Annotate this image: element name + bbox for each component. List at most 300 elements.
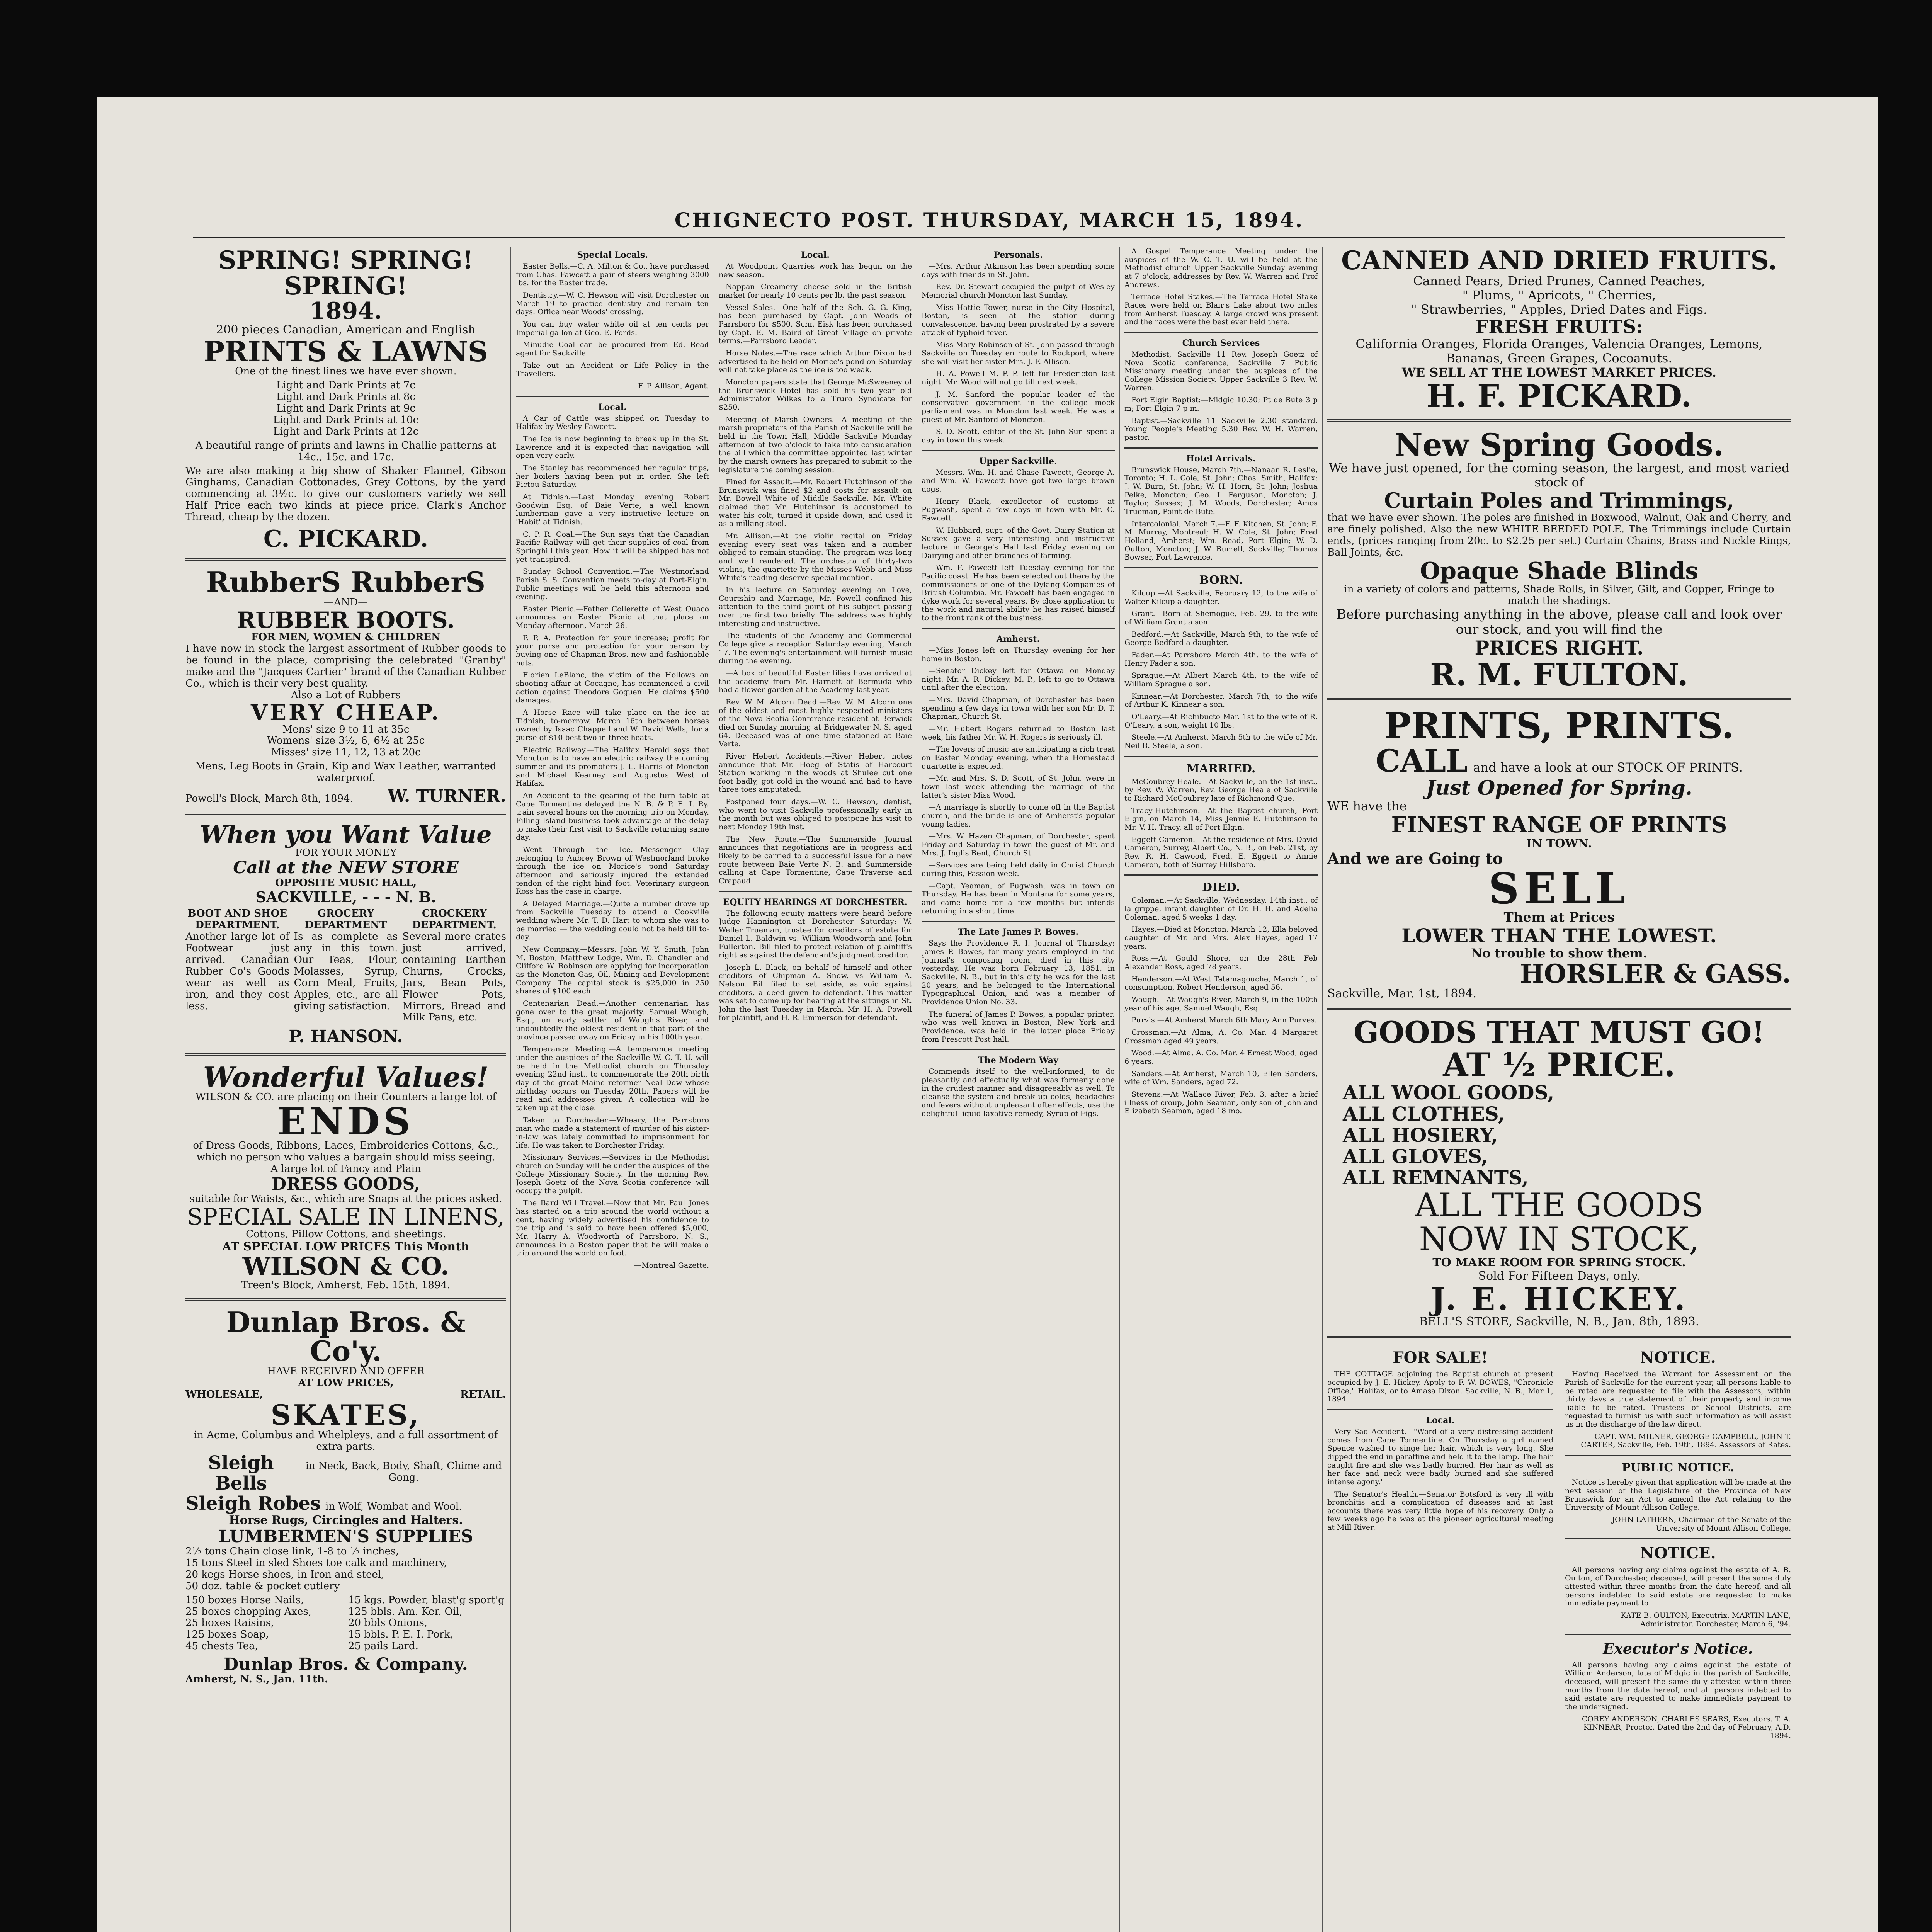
ad-spring-prints: [185, 247, 506, 551]
price-item: Mens' size 9 to 11 at 35c: [282, 723, 410, 735]
article: River Hebert Accidents.—River Hebert notes announce that Mr. Hoeg of Statis of Harcourt Station working in the woods at Shulee cut one foot badly, got cold in the wound and had to have three toes amputated.: [719, 752, 912, 794]
article: In his lecture on Saturday evening on Love, Courtship and Marriage, Mr. Powell confined his attention to the third point of his subject passing over the first two briefly. The address was highly interesting and instructive.: [719, 586, 912, 628]
divider: [922, 628, 1115, 629]
ad-line: ALL REMNANTS,: [1343, 1166, 1529, 1189]
article: THE COTTAGE adjoining the Baptist church at present occupied by J. E. Hickey. Apply to F. W. BOWES, "Chronicle Office," Halifax, or to Amasa Dixon. Sackville, N. B., Mar 1, 1894.: [1327, 1370, 1553, 1404]
ad-headline: CALL: [1376, 742, 1468, 779]
department-body: Several more crates just arrived, containing Earthen Churns, Crocks, Jars, Bean Pots, Flower Pots, Mirrors, Bread and Milk Pans, etc.: [402, 931, 506, 1024]
article: Kilcup.—At Sackville, February 12, to the wife of Walter Kilcup a daughter.: [1124, 589, 1318, 606]
section-heading: Amherst.: [996, 634, 1040, 644]
divider: [185, 558, 506, 561]
article: Take out an Accident or Life Policy in the Travellers.: [516, 361, 709, 378]
ad-headline: RUBBER BOOTS.: [237, 607, 455, 633]
supply-item: 125 bbls. Am. Ker. Oil,: [348, 1605, 463, 1617]
article: —The lovers of music are anticipating a rich treat on Easter Monday evening, when the Homestead quartette is expected.: [922, 745, 1115, 770]
article: —Mr. and Mrs. S. D. Scott, of St. John, were in town last week attending the marriage of the latter's sister Miss Wood.: [922, 774, 1115, 799]
article: —Mrs. David Chapman, of Dorchester has been spending a few days in town with her son Mr. D. T. Chapman, Church St.: [922, 696, 1115, 721]
article: The Bard Will Travel.—Now that Mr. Paul Jones has started on a trip around the world without a cent, having widely advertised his confidence to the trip and is said to have been offered $5,000, Mr. Harry A. Woodworth of Parrsboro, N. S., announces in a Boston paper that he will make a trip around the world on foot.: [516, 1199, 709, 1258]
article: Easter Bells.—C. A. Milton & Co., have purchased from Chas. Fawcett a pair of steers weighing 3000 lbs. for the Easter trade.: [516, 262, 709, 287]
article: —Wm. F. Fawcett left Tuesday evening for the Pacific coast. He has been selected out there by the commissioners of one of the Dyking Companies of British Columbia. Mr. Fawcett has been engaged in dyke work for several years. By close application to the work and natural ability he has raised himself to the front rank of the business.: [922, 563, 1115, 622]
ad-body: of Dress Goods, Ribbons, Laces, Embroideries Cottons, &c., which no person who values a bargain should miss seeing.: [193, 1140, 499, 1163]
article: Sprague.—At Albert March 4th, to the wife of William Sprague a son.: [1124, 671, 1318, 688]
ad-headline: LUMBERMEN'S SUPPLIES: [218, 1526, 473, 1546]
ad-signature: C. PICKARD.: [263, 526, 429, 553]
article: Dentistry.—W. C. Hewson will visit Dorchester on March 19 to practice dentistry and remain ten days. Office near Woods' crossing.: [516, 291, 709, 316]
ad-line: Cottons, Pillow Cottons, and sheetings.: [246, 1228, 446, 1240]
ad-line: WE SELL AT THE LOWEST MARKET PRICES.: [1401, 365, 1717, 380]
supply-item: 25 boxes chopping Axes,: [185, 1605, 311, 1617]
article: Methodist, Sackville 11 Rev. Joseph Goetz of Nova Scotia conference, Sackville 7 Public Missionary meeting under the auspices of the College Mission Society. Upper Sackville 3 Rev. W. Warren.: [1124, 350, 1318, 392]
supply-columns: [185, 1595, 506, 1652]
ad-body: in a variety of colors and patterns, Shade Rolls, in Silver, Gilt, and Copper, Fringe to match the shadings.: [1344, 583, 1774, 607]
column-rule: [1322, 247, 1323, 1932]
divider: [1565, 1538, 1791, 1539]
section-heading: MARRIED.: [1186, 762, 1256, 776]
ad-line: FOR YOUR MONEY: [295, 847, 397, 859]
wholesale-label: WHOLESALE,: [185, 1388, 263, 1400]
supply-item: 25 pails Lard.: [348, 1640, 418, 1652]
article: A Delayed Marriage.—Quite a number drove up from Sackville Tuesday to attend a Cookville wedding where Mr. T. D. Hart to whom she was to be married — the wedding could not be held till to-day.: [516, 899, 709, 942]
article: Horse Notes.—The race which Arthur Dixon had advertised to be held on Morice's pond on Saturday will not take place as the ice is too weak.: [719, 349, 912, 374]
divider: [1565, 1634, 1791, 1635]
ad-title: CANNED AND DRIED FRUITS.: [1341, 247, 1777, 276]
ad-title: Dunlap Bros. & Co'y.: [226, 1305, 466, 1368]
supply-item: 15 tons Steel in sled Shoes toe calk and machinery,: [185, 1557, 447, 1569]
ad-headline: SPECIAL SALE IN LINENS,: [187, 1204, 505, 1230]
ad-headline: PRINTS & LAWNS: [204, 335, 488, 368]
ad-body: Before purchasing anything in the above, please call and look over our stock, and you will find the: [1336, 607, 1782, 638]
section-heading: The Modern Way: [978, 1055, 1058, 1066]
ad-body: We have just opened, for the coming season, the largest, and most varied stock of: [1328, 460, 1790, 490]
article: Grant.—Born at Shemogue, Feb. 29, to the wife of William Grant a son.: [1124, 609, 1318, 626]
article: Baptist.—Sackville 11 Sackville 2.30 standard. Young People's Meeting 5.30 Rev. W. H. Warren, pastor.: [1124, 416, 1318, 442]
ad-signature: W. TURNER.: [388, 786, 506, 806]
divider: [1327, 1409, 1553, 1410]
article: —Messrs. Wm. H. and Chase Fawcett, George A. and Wm. W. Fawcett have got two large brown dogs.: [922, 468, 1115, 493]
article: A Car of Cattle was shipped on Tuesday to Halifax by Wesley Fawcett.: [516, 414, 709, 431]
article: Kinnear.—At Dorchester, March 7th, to the wife of Arthur K. Kinnear a son.: [1124, 692, 1318, 709]
supply-item: 20 kegs Horse shoes, in Iron and steel,: [185, 1568, 384, 1580]
divider: [719, 891, 912, 892]
article: C. P. R. Coal.—The Sun says that the Canadian Pacific Railway will get their supplies of coal from Springhill this year. How it will be shipped has not yet transpired.: [516, 530, 709, 564]
supply-item: 25 boxes Raisins,: [185, 1617, 274, 1629]
article: The Ice is now beginning to break up in the St. Lawrence and it is expected that navigation will open very early.: [516, 435, 709, 460]
supply-item: 45 chests Tea,: [185, 1640, 258, 1652]
ad-line: [185, 1453, 506, 1494]
ad-body: California Oranges, Florida Oranges, Valencia Oranges, Lemons, Bananas, Green Grapes, Cocoanuts.: [1355, 337, 1763, 366]
article: Waugh.—At Waugh's River, March 9, in the 100th year of his age, Samuel Waugh, Esq.: [1124, 995, 1318, 1012]
divider: [1124, 332, 1318, 333]
notice-heading: NOTICE.: [1640, 1544, 1716, 1563]
ad-line: AT SPECIAL LOW PRICES This Month: [222, 1240, 469, 1253]
article: A Horse Race will take place on the ice at Tidnish, to-morrow, March 16th between horses owned by Isaac Chappell and W. David Wells, for a purse of $10 best two in three heats.: [516, 708, 709, 742]
ad-headline: Sleigh Robes: [185, 1493, 321, 1515]
notice-heading: FOR SALE!: [1393, 1348, 1488, 1367]
ad-line: " Plums, " Apricots, " Cherries,: [1462, 288, 1656, 303]
price-item: Light and Dark Prints at 9c: [276, 403, 415, 415]
divider: [922, 921, 1115, 922]
column-rule: [1119, 247, 1120, 1932]
article: Went Through the Ice.—Messenger Clay belonging to Aubrey Brown of Westmorland broke through the ice on Morice's pond Saturday afternoon and seriously injured the extended tendon of the right hind foot. Veterinary surgeon Ross has the case in charge.: [516, 845, 709, 896]
department-title: GROCERY DEPARTMENT: [304, 908, 387, 931]
ad-line: ALL GLOVES,: [1343, 1145, 1488, 1168]
article: All persons having any claims against the estate of A. B. Oulton, of Dorchester, deceased, will present the same duly attested within three months from the date hereof, and all persons indebted to said estate are requested to make immediate payment to: [1565, 1565, 1791, 1608]
ad-pickard-fruits: [1327, 247, 1791, 412]
article: Meeting of Marsh Owners.—A meeting of the marsh proprietors of the Parish of Sackville will be held in the Town Hall, Middle Sackville Monday afternoon at two o'clock to take into consideration the bill which the committee appointed last winter by the marsh owners has prepared to submit to the legislature the coming session.: [719, 415, 912, 474]
price-item: Light and Dark Prints at 7c: [276, 379, 415, 391]
ad-line: ALL WOOL GOODS,: [1343, 1081, 1554, 1104]
ad-line: A large lot of Fancy and Plain: [270, 1163, 421, 1175]
ad-signature: J. E. HICKEY.: [1431, 1281, 1687, 1318]
ad-date: Sackville, Mar. 1st, 1894.: [1327, 987, 1477, 1001]
article: —Mrs. W. Hazen Chapman, of Dorchester, spent Friday and Saturday in town the guest of Mr. and Mrs. J. Inglis Bent, Church St.: [922, 832, 1115, 857]
ad-headline: Sleigh Bells: [208, 1452, 274, 1494]
section-heading: Personals.: [993, 250, 1043, 260]
article: —Rev. Dr. Stewart occupied the pulpit of Wesley Memorial church Moncton last Sunday.: [922, 282, 1115, 300]
article: Very Sad Accident.—"Word of a very distressing accident comes from Cape Tormentine. On Thursday a girl named Spence wished to singe her hair, which is very long. She dipped the end in paraffine and held it to the lamp. The hair caught fire and she was badly burned. Her hair as well as her face and neck were badly burned and she suffered intense agony.": [1327, 1427, 1553, 1486]
ad-title: SPRING! SPRING! SPRING!: [218, 247, 473, 301]
department-body: Is as complete as any in this town. Our Teas, Flour, Molasses, Syrup, Corn Meal, Fruits, Apples, etc., are all giving satisfaction.: [294, 931, 398, 1012]
ad-hickey: [1327, 1017, 1791, 1329]
ad-body: in Acme, Columbus and Whelpleys, and a full assortment of extra parts.: [194, 1429, 498, 1452]
ad-body: and have a look at our STOCK OF PRINTS.: [1473, 760, 1743, 775]
article: Hayes.—Died at Moncton, March 12, Ella beloved daughter of Mr. and Mrs. Alex Hayes, aged 17 years.: [1124, 925, 1318, 951]
notice-heading: PUBLIC NOTICE.: [1622, 1461, 1734, 1475]
section-heading: Upper Sackville.: [979, 456, 1057, 466]
article: —S. D. Scott, editor of the St. John Sun spent a day in town this week.: [922, 427, 1115, 444]
ad-title: New Spring Goods.: [1394, 426, 1724, 463]
ad-line: TO MAKE ROOM FOR SPRING STOCK.: [1432, 1256, 1686, 1270]
ad-line: 200 pieces Canadian, American and English: [216, 323, 476, 337]
ad-headline: AT ½ PRICE.: [1443, 1045, 1675, 1084]
article-signature: KATE B. OULTON, Executrix. MARTIN LANE, Administrator. Dorchester, March 6, '94.: [1621, 1611, 1791, 1628]
article: Wood.—At Alma, A. Co. Mar. 4 Ernest Wood, aged 6 years.: [1124, 1049, 1318, 1066]
supply-item: 125 boxes Soap,: [185, 1629, 269, 1641]
article: Crossman.—At Alma, A. Co. Mar. 4 Margaret Crossman aged 49 years.: [1124, 1028, 1318, 1045]
ad-date: Powell's Block, March 8th, 1894.: [185, 793, 353, 805]
article: —W. Hubbard, supt. of the Govt. Dairy Station at Sussex gave a very interesting and instructive lecture in George's Hall last Friday evening on Dairying and other branches of farming.: [922, 526, 1115, 560]
department-title: CROCKERY DEPARTMENT.: [412, 908, 497, 931]
article: Sanders.—At Amherst, March 10, Ellen Sanders, wife of Wm. Sanders, aged 72.: [1124, 1069, 1318, 1087]
ad-wilson: [185, 1060, 506, 1291]
ad-headline: NOW IN STOCK,: [1419, 1220, 1699, 1258]
article: Tracy-Hutchinson.—At the Baptist church, Port Elgin, on March 14, Miss Jennie E. Hutchinson to Mr. V. H. Tracy, all of Port Elgin.: [1124, 806, 1318, 832]
ad-signature: WILSON & CO.: [242, 1252, 449, 1281]
ad-body: WILSON & CO. are placing on their Counters a large lot of: [195, 1091, 497, 1103]
article: Bedford.—At Sackville, March 9th, to the wife of George Bedford a daughter.: [1124, 630, 1318, 647]
section-heading: EQUITY HEARINGS AT DORCHESTER.: [723, 897, 908, 907]
price-item: Light and Dark Prints at 8c: [276, 391, 415, 403]
article: The following equity matters were heard before Judge Hannington at Dorchester Saturday: W. Weller Trueman, trustee for creditors of estate for Daniel L. Baldwin vs. William Woodworth and John Fullerton. Bill filed to protect relation of plaintiff's right as against the defendant's judgment creditor.: [719, 909, 912, 960]
ad-rubbers: [185, 568, 506, 806]
divider: [922, 450, 1115, 451]
article: Moncton papers state that George McSweeney of the Brunswick Hotel has sold his two year old Administrator Wilkes to a Truro Syndicate for $250.: [719, 378, 912, 412]
article: Henderson.—At West Tatamagouche, March 1, of consumption, Robert Henderson, aged 56.: [1124, 975, 1318, 992]
ad-line: —AND—: [323, 596, 368, 608]
article: Centenarian Dead.—Another centenarian has gone over to the great majority. Samuel Waugh, Esq., an early settler of Waugh's River, and undoubtedly the oldest resident in that part of the province passed away on Friday in his 100th year.: [516, 999, 709, 1041]
ad-date: Amherst, N. S., Jan. 11th.: [185, 1673, 328, 1685]
article: Steele.—At Amherst, March 5th to the wife of Mr. Neil B. Steele, a son.: [1124, 733, 1318, 750]
ad-headline: SELL: [1488, 864, 1630, 914]
ad-line: IN TOWN.: [1526, 837, 1592, 850]
article: Fader.—At Parrsboro March 4th, to the wife of Henry Fader a son.: [1124, 650, 1318, 668]
article: —Capt. Yeaman, of Pugwash, was in town on Thursday. He has been in Montana for some years, and came home for a few months but intends returning in a short time.: [922, 881, 1115, 915]
article: At Tidnish.—Last Monday evening Robert Goodwin Esq. of Baie Verte, a well known lumberman gave a very instructive lecture on 'Habit' at Tidnish.: [516, 492, 709, 526]
ad-headline: Opaque Shade Blinds: [1420, 558, 1699, 585]
article: McCoubrey-Heale.—At Sackville, on the 1st inst., by Rev. W. Warren, Rev. George Heale of Sackville to Richard McCoubrey late of Richmond Que.: [1124, 777, 1318, 803]
ad-fulton: [1327, 426, 1791, 693]
section-heading: BORN.: [1199, 573, 1243, 587]
right-subcolumn: [1565, 1345, 1791, 1744]
ad-body: A beautiful range of prints and lawns in Challie patterns at 14c., 15c. and 17c.: [195, 439, 497, 463]
article: —Miss Hattie Tower, nurse in the City Hospital, Boston, is seen at the station during convalescence, having been prostrated by a severe attack of typhoid fever.: [922, 303, 1115, 337]
ad-body: I have now in stock the largest assortment of Rubber goods to be found in the place, comprising the celebrated "Granby" make and the "Jacques Cartier" brand of the Canadian Rubber Co., which is their very best quality.: [185, 643, 506, 689]
price-list: [185, 380, 506, 437]
ad-date: BELL'S STORE, Sackville, N. B., Jan. 8th, 1893.: [1419, 1315, 1699, 1329]
price-item: Light and Dark Prints at 12c: [273, 425, 419, 437]
article: The students of the Academy and Commercial College give a reception Saturday evening, March 17. The evening's entertainment will furnish music during the evening.: [719, 631, 912, 665]
article: —H. A. Powell M. P. P. left for Fredericton last night. Mr. Wood will not go till next week.: [922, 369, 1115, 386]
ad-signature: P. HANSON.: [289, 1027, 403, 1047]
article: Says the Providence R. I. Journal of Thursday: James P. Bowes, for many years employed in the Journal's composing room, died in this city yesterday. He was born February 13, 1851, in Sackville, N. B., but in this city he was for the last 20 years, and he belonged to the International Typographical Union, and was a member of Providence Union No. 33.: [922, 939, 1115, 1006]
article: All persons having any claims against the estate of William Anderson, late of Midgic in the parish of Sackville, deceased, will present the same duly attested within three months from the date hereof, and all persons indebted to said estate are requested to make immediate payment to the undersigned.: [1565, 1660, 1791, 1711]
notice-heading: Executor's Notice.: [1603, 1640, 1753, 1658]
column-2-locals: [516, 247, 709, 1932]
supply-list: [185, 1546, 506, 1592]
ad-line: No trouble to show them.: [1471, 946, 1647, 961]
supply-item: 15 bbls. P. E. I. Pork,: [348, 1629, 454, 1641]
article: The New Route.—The Summerside Journal announces that negotiations are in progress and likely to be carried to a successful issue for a new route between Baie Verte N. B. and Summerside calling at Cape Tormentine, Cape Traverse and Crapaud.: [719, 835, 912, 886]
section-heading: Hotel Arrivals.: [1186, 453, 1256, 464]
ad-headline: PRICES RIGHT.: [1475, 636, 1644, 660]
ad-line: [1327, 742, 1791, 779]
article: Stevens.—At Wallace River, Feb. 3, after a brief illness of croup, John Seaman, only son of John and Elizabeth Seaman, aged 18 mo.: [1124, 1090, 1318, 1116]
ad-line: One of the finest lines we have ever shown.: [235, 366, 457, 378]
price-item: Light and Dark Prints at 10c: [273, 414, 419, 426]
newspaper-page: [97, 97, 1878, 1932]
ad-headline: VERY CHEAP.: [250, 699, 441, 725]
masthead: CHIGNECTO POST. THURSDAY, MARCH 15, 1894.: [193, 209, 1785, 238]
article-signature: F. P. Allison, Agent.: [638, 381, 709, 390]
article: Electric Railway.—The Halifax Herald says that Moncton is to have an electric railway the coming summer and its promoters J. L. Harris of Moncton and Michael Kearney and Augustus West of Halifax.: [516, 745, 709, 788]
ad-title: PRINTS, PRINTS.: [1384, 705, 1734, 747]
article: The funeral of James P. Bowes, a popular printer, who was well known in Boston, New York and Providence, was held in the latter place Friday from Prescott Post hall.: [922, 1010, 1115, 1044]
divider: [1565, 1455, 1791, 1456]
article: Coleman.—At Sackville, Wednesday, 14th inst., of la grippe, infant daughter of Dr. H. H. and Adelia Coleman, aged 5 weeks 1 day.: [1124, 896, 1318, 922]
ad-body: Mens, Leg Boots in Grain, Kip and Wax Leather, warranted waterproof.: [195, 760, 497, 784]
article: Terrace Hotel Stakes.—The Terrace Hotel Stake Races were held on Blair's Lake about two miles from Amherst Tuesday. A large crowd was present and the races were the best ever held there.: [1124, 293, 1318, 327]
article: An Accident to the gearing of the turn table at Cape Tormentine delayed the N. B. & P. E. I. Ry. train several hours on the morning trip on Monday. Filling Island business took advantage of the delay to make their first visit to Sackville returning same day.: [516, 791, 709, 842]
article: New Company.—Messrs. John W. Y. Smith, John M. Boston, Matthew Lodge, Wm. D. Chandler and Clifford W. Robinson are applying for incorporation as the Moncton Gas, Oil, Mining and Development Company. The capital stock is $25,000 in 250 shares of $100 each.: [516, 945, 709, 996]
left-subcolumn: [1327, 1345, 1553, 1744]
article: Temperance Meeting.—A temperance meeting under the auspices of the Sackville W. C. T. U. will be held in the Methodist church on Thursday evening 22nd inst., to commemorate the 20th birth day of the great Maine reformer Neal Dow whose birthday occurs on Tuesday 20th. Papers will be read and addresses given. A collection will be taken up at the close.: [516, 1045, 709, 1112]
ad-dunlap: [185, 1305, 506, 1686]
ad-line: AT LOW PRICES,: [298, 1377, 394, 1389]
article: Missionary Services.—Services in the Methodist church on Sunday will be under the auspices of the College Missionary Society. In the morning Rev. Joseph Goetz of the Nova Scotia conference will occupy the pulpit.: [516, 1153, 709, 1195]
article: Intercolonial, March 7.—F. F. Kitchen, St. John; F. M. Murray, Montreal; H. W. Cole, St. John; Fred Holland, Amherst; Wm. Read, Port Elgin; W. D. Oulton, Moncton; J. W. Burrell, Sackville; Thomas Bowser, Fort Lawrence.: [1124, 519, 1318, 562]
ad-signature: R. M. FULTON.: [1430, 656, 1688, 693]
article: —Mr. Hubert Rogers returned to Boston last week, his father Mr. W. H. Rogers is seriously ill.: [922, 724, 1115, 742]
ad-title: RubberS RubberS: [206, 566, 486, 599]
column-6-ads: [1327, 247, 1791, 1932]
ad-signature: HORSLER & GASS.: [1520, 958, 1791, 989]
column-5-notices: [1124, 247, 1318, 1932]
article: Ross.—At Gould Shore, on the 28th Feb Alexander Ross, aged 78 years.: [1124, 954, 1318, 971]
article: Fort Elgin Baptist:—Midgic 10.30; Pt de Bute 3 p m; Fort Elgin 7 p m.: [1124, 396, 1318, 413]
ad-title: When you Want Value: [200, 820, 492, 849]
ad-line: suitable for Waists, &c., which are Snaps at the prices asked.: [189, 1193, 502, 1205]
price-item: Womens' size 3½, 6, 6½ at 25c: [267, 735, 425, 747]
column-3-locals: [719, 247, 912, 1932]
ad-year: 1894.: [310, 298, 382, 325]
section-heading: Local.: [801, 250, 830, 260]
ad-headline: Curtain Poles and Trimmings,: [1384, 488, 1734, 513]
article: Mr. Allison.—At the violin recital on Friday evening every seat was taken and a number obliged to remain standing. The program was long and well rendered. The orchestra of thirty-two violins, the quartette by the Misses Webb and Miss White's reading deserve special mention.: [719, 532, 912, 582]
ad-body: that we have ever shown. The poles are finished in Boxwood, Walnut, Oak and Cherry, and are finely polished. Also the new WHITE BEEDED POLE. The Trimmings include Curtain ends, (prices ranging from 20c. to $2.25 per set.) Curtain Chains, Brass and Nickle Rings, Ball Joints, &c.: [1327, 512, 1791, 558]
divider: [185, 1053, 506, 1056]
ad-headline: SKATES,: [270, 1398, 421, 1432]
divider: [1124, 447, 1318, 449]
article: Eggett-Cameron.—At the residence of Mrs. David Cameron, Surrey, Albert Co., N. B., on Feb. 21st, by Rev. R. H. Cawood, Fred. E. Eggett to Annie Cameron, both of Surrey Hillsboro.: [1124, 835, 1318, 869]
ad-line: ALL CLOTHES,: [1343, 1102, 1505, 1125]
ad-line: Them at Prices: [1503, 910, 1615, 925]
ad-title: GOODS THAT MUST GO!: [1354, 1015, 1765, 1049]
section-heading: DIED.: [1202, 881, 1240, 895]
supply-item: 15 kgs. Powder, blast'g sport'g: [348, 1594, 505, 1606]
article: —Miss Jones left on Thursday evening for her home in Boston.: [922, 646, 1115, 663]
divider: [1327, 698, 1791, 700]
divider: [1124, 756, 1318, 757]
divider: [185, 1298, 506, 1301]
ad-line: ALL HOSIERY,: [1343, 1123, 1498, 1146]
article: —A marriage is shortly to come off in the Baptist church, and the bride is one of Amherst's popular young ladies.: [922, 803, 1115, 828]
article: The Senator's Health.—Senator Botsford is very ill with bronchitis and a complication of diseases and at last accounts there was very little hope of his recovery. Only a few weeks ago he was at the pioneer agricultural meeting at Mill River.: [1327, 1490, 1553, 1532]
ad-headline: LOWER THAN THE LOWEST.: [1401, 924, 1717, 947]
ad-title: Wonderful Values!: [203, 1060, 489, 1094]
ad-headline: ALL THE GOODS: [1415, 1186, 1703, 1224]
article: Notice is hereby given that application will be made at the next session of the Legislature of the Province of New Brunswick for an Act to amend the Act relating to the University of Mount Allison College.: [1565, 1478, 1791, 1512]
article: —Henry Black, excollector of customs at Pugwash, spent a few days in town with Mr. C. Fawcett.: [922, 497, 1115, 522]
ad-signature: Dunlap Bros. & Company.: [224, 1655, 468, 1675]
ad-headline: Call at the NEW STORE: [233, 858, 459, 878]
supply-left: [185, 1595, 344, 1652]
department-body: Another large lot of Footwear just arrived. Canadian Rubber Co's Goods wear as well as iron, and they cost less.: [185, 931, 289, 1012]
ad-headline: FINEST RANGE OF PRINTS: [1391, 812, 1727, 838]
ad-signature: H. F. PICKARD.: [1426, 378, 1692, 414]
ad-body: in Wolf, Wombat and Wool.: [325, 1501, 462, 1513]
ad-horsler-gass: [1327, 707, 1791, 1000]
divider: [1124, 874, 1318, 876]
supply-item: 150 boxes Horse Nails,: [185, 1594, 304, 1606]
supply-right: [348, 1595, 506, 1652]
supply-item: 50 doz. table & pocket cutlery: [185, 1580, 340, 1592]
ad-line: FOR MEN, WOMEN & CHILDREN: [251, 631, 440, 643]
ad-headline: FRESH FRUITS:: [1475, 316, 1643, 338]
article: P. P. A. Protection for your increase; profit for your purse and protection for your person by buying one of Chapman Bros. new and fashionable hats.: [516, 633, 709, 667]
article-signature: COREY ANDERSON, CHARLES SEARS, Executors. T. A. KINNEAR, Proctor. Dated the 2nd day of February, A.D. 1894.: [1582, 1714, 1791, 1740]
ad-body: We are also making a big show of Shaker Flannel, Gibson Ginghams, Canadian Cottonades, Grey Cottons, by the yard commencing at 3½c. to give our customers variety we sell Half Price each two kinds at piece price. Clark's Anchor Thread, cheap by the dozen.: [185, 465, 506, 523]
column-rule: [510, 247, 511, 1932]
ad-headline: Just Opened for Spring.: [1426, 776, 1692, 800]
article: —Miss Mary Robinson of St. John passed through Sackville on Tuesday en route to Rockport, where she will visit her sister Mrs. J. F. Allison.: [922, 340, 1115, 366]
article: Having Received the Warrant for Assessment on the Parish of Sackville for the current year, all persons liable to be rated are requested to file with the Assessors, within thirty days a true statement of their property and income liable to be rated. Trustees of School Districts, are requested to furnish us with such information as will assist us in the discharge of the law direct.: [1565, 1370, 1791, 1429]
ad-line: SACKVILLE, - - - N. B.: [255, 888, 436, 906]
grocery-department: [294, 908, 398, 1024]
department-title: BOOT AND SHOE DEPARTMENT.: [187, 908, 287, 931]
divider: [922, 1049, 1115, 1050]
article: Fined for Assault.—Mr. Robert Hutchinson of the Brunswick was fined $2 and costs for assault on Mr. Bowell White of Middle Sackville. Mr. White claimed that Mr. Hutchinson is accustomed to water his colt, turned it upside down, and used it as a milking stool.: [719, 478, 912, 528]
ad-line: Horse Rugs, Circingles and Halters.: [229, 1514, 463, 1527]
boot-department: [185, 908, 289, 1024]
ad-new-store: [185, 822, 506, 1046]
ad-footer: [185, 787, 506, 806]
article: O'Leary.—At Richibucto Mar. 1st to the wife of R. O'Leary, a son, weight 10 lbs.: [1124, 712, 1318, 730]
divider: [1124, 567, 1318, 568]
article: Commends itself to the well-informed, to do pleasantly and effectually what was formerly done in the crudest manner and disagreeably as well. To cleanse the system and break up colds, headaches and fevers without unpleasant after effects, use the delightful liquid laxative remedy, Syrup of Figs.: [922, 1067, 1115, 1118]
ad-line: Canned Pears, Dried Prunes, Canned Peaches,: [1413, 274, 1705, 289]
department-columns: [185, 908, 506, 1024]
article: Joseph L. Black, on behalf of himself and other creditors of Chipman A. Snow, vs William A. Nelson. Bill filed to set aside, as void against creditors, a deed given to defendant. This matter was set to come up for hearing at the sittings in St. John the last Tuesday in March. Mr. H. A. Powell for plaintiff, and H. R. Emmerson for defendant.: [719, 963, 912, 1022]
article-signature: —Montreal Gazette.: [634, 1261, 709, 1270]
article: Easter Picnic.—Father Collerette of West Quaco announces an Easter Picnic at that place on Monday afternoon, March 26.: [516, 604, 709, 630]
divider: [185, 813, 506, 815]
retail-label: RETAIL.: [460, 1388, 506, 1400]
ad-body: in Neck, Back, Body, Shaft, Chime and Gong.: [305, 1460, 502, 1483]
section-heading: Church Services: [1182, 338, 1260, 348]
section-heading: Special Locals.: [577, 250, 648, 260]
ad-headline: ENDS: [277, 1100, 414, 1144]
supply-item: 20 bbls Onions,: [348, 1617, 427, 1629]
article: Sunday School Convention.—The Westmorland Parish S. S. Convention meets to-day at Port-Elgin. Public meetings will be held this afternoon and evening.: [516, 567, 709, 601]
article: —A box of beautiful Easter lilies have arrived at the academy from Mr. Harnett of Bermuda who had a flower garden at the Academy last year.: [719, 668, 912, 694]
article: You can buy water white oil at ten cents per Imperial gallon at Geo. E. Fords.: [516, 320, 709, 337]
article: Minudie Coal can be procured from Ed. Read agent for Sackville.: [516, 340, 709, 357]
article: —Mrs. Arthur Atkinson has been spending some days with friends in St. John.: [922, 262, 1115, 279]
divider: [1327, 1336, 1791, 1338]
ad-line: " Strawberries, " Apples, Dried Dates and Figs.: [1411, 302, 1708, 317]
article: Brunswick House, March 7th.—Nanaan R. Leslie, Toronto; H. L. Cole, St. John; Chas. Smith, Halifax; J. W. Burn, St. John; W. H. Horn, St. John; Joshua Pelke, Moncton; Geo. I. Ferguson, Moncton; J. Taylor, Sussex; J. M. Woods, Dorchester; Amos Trueman, Point de Bute.: [1124, 465, 1318, 516]
divider: [1327, 1008, 1791, 1010]
section-heading: The Late James P. Bowes.: [957, 927, 1079, 937]
ad-line: Also a Lot of Rubbers: [291, 689, 401, 701]
column-4-personals: [922, 247, 1115, 1932]
section-heading: Local.: [598, 402, 627, 412]
article: The Stanley has recommenced her regular trips, her boilers having been put in order. She left Pictou Saturday.: [516, 463, 709, 489]
article: Postponed four days.—W. C. Hewson, dentist, who went to visit Sackville professionally early in the month but was obliged to postpone his visit to next Monday 19th inst.: [719, 798, 912, 832]
article: —J. M. Sanford the popular leader of the conservative government in the college mock parliament was in Moncton last week. He was a guest of Mr. Sanford of Moncton.: [922, 390, 1115, 424]
supply-item: 2½ tons Chain close link, 1-8 to ½ inches,: [185, 1546, 399, 1558]
ad-line: [185, 1493, 506, 1514]
ad-headline: DRESS GOODS,: [271, 1174, 420, 1194]
article: Nappan Creamery cheese sold in the British market for nearly 10 cents per lb. the past season.: [719, 282, 912, 300]
ad-line: HAVE RECEIVED AND OFFER: [267, 1365, 425, 1377]
ad-date: Treen's Block, Amherst, Feb. 15th, 1894.: [241, 1279, 451, 1291]
article: At Woodpoint Quarries work has begun on the new season.: [719, 262, 912, 279]
article: —Senator Dickey left for Ottawa on Monday night. Mr. A. R. Dickey, M. P., left to go to Ottawa until after the election.: [922, 667, 1115, 692]
divider: [516, 396, 709, 397]
article: Rev. W. M. Alcorn Dead.—Rev. W. M. Alcorn one of the oldest and most highly respected ministers of the Nova Scotia Conference resident at Berwick died on Sunday morning at Bridgewater N. S. aged 64. Deceased was at one time stationed at Baie Verte.: [719, 697, 912, 748]
article: Florien LeBlanc, the victim of the Hollows on shooting affair at Cocagne, has commenced a civil action against Theodore Goguen. He claims $500 damages.: [516, 671, 709, 705]
price-item: Misses' size 11, 12, 13 at 20c: [271, 747, 421, 759]
article: A Gospel Temperance Meeting under the auspices of the W. C. T. U. will be held at the Methodist church Upper Sackville Sunday evening at 7 o'clock, addresses by Rev. W. Warren and Prof Andrews.: [1124, 247, 1318, 289]
article-signature: JOHN LATHERN, Chairman of the Senate of the University of Mount Allison College.: [1612, 1515, 1791, 1532]
article: Taken to Dorchester.—Wheary, the Parrsboro man who made a statement of murder of his sister-in-law was lately committed to imprisonment for life. He was taken to Dorchester Friday.: [516, 1116, 709, 1150]
divider: [1327, 419, 1791, 422]
section-heading: Local.: [1426, 1415, 1455, 1425]
column-1-ads: [185, 247, 506, 1932]
article: —Services are being held daily in Christ Church during this, Passion week.: [922, 861, 1115, 878]
ad-line: OPPOSITE MUSIC HALL,: [275, 877, 417, 889]
